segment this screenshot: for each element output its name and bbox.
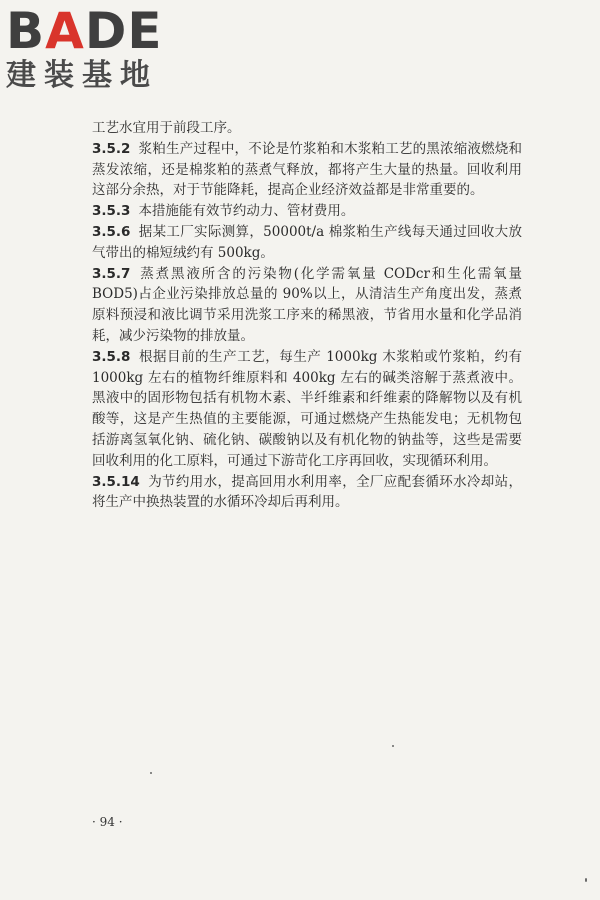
scan-speck [392,745,394,747]
paragraph: 3.5.2 浆粕生产过程中，不论是竹浆粕和木浆粕工艺的黑浓缩液燃烧和蒸发浓缩，还是棉浆粕的蒸煮气释放，都将产生大量的热量。回收利用这部分余热，对于节能降耗，提高企业经济效益都是非常重要的。 [92,140,522,199]
page-number: · 94 · [92,815,123,829]
scan-speck [150,772,152,774]
section-number: 3.5.14 [92,473,140,490]
paragraph: 3.5.3 本措施能有效节约动力、管材费用。 [92,203,355,220]
section-number: 3.5.6 [92,223,131,240]
section-number: 3.5.2 [92,140,131,157]
logo-wordmark: BADE [6,2,163,60]
section-number: 3.5.3 [92,203,131,220]
paragraph: 3.5.14 为节约用水，提高回用水利用率，全厂应配套循环水冷却站，将生产中换热装置的水循环冷却后再利用。 [92,473,522,511]
logo [6,4,186,94]
document-body [92,118,522,513]
scan-speck [585,878,587,882]
paragraph: 工艺水宜用于前段工序。 [92,120,241,136]
paragraph: 3.5.8 根据目前的生产工艺，每生产 1000kg 木浆粕或竹浆粕，约有 1000kg 左右的植物纤维原料和 400kg 左右的碱类溶解于蒸煮液中。黑液中的固形物包括有机物木素、半纤维素和纤维素的降解物以及有机酸等，这是产生热值的主要能源，可通过燃烧产生热能发电；无机物包括游离氢氧化钠、硫化钠、碳酸钠以及有机化物的钠盐等，这些是需要回收利用的化工原料，可通过下游苛化工序再回收，实现循环利用。 [92,348,522,469]
paragraph: 3.5.6 据某工厂实际测算，50000t/a 棉浆粕生产线每天通过回收大放气带出的棉短绒约有 500kg。 [92,223,522,261]
section-number: 3.5.8 [92,348,131,365]
paragraph: 3.5.7 蒸煮黑液所含的污染物(化学需氧量 CODcr和生化需氧量 BOD5)占企业污染排放总量的 90%以上，从清洁生产角度出发，蒸煮原料预浸和液比调节采用洗浆工序来的稀黑液，节省用水量和化学品消耗，减少污染物的排放量。 [92,265,522,344]
logo-subtitle: 建装基地 [6,58,158,93]
section-number: 3.5.7 [92,265,131,282]
